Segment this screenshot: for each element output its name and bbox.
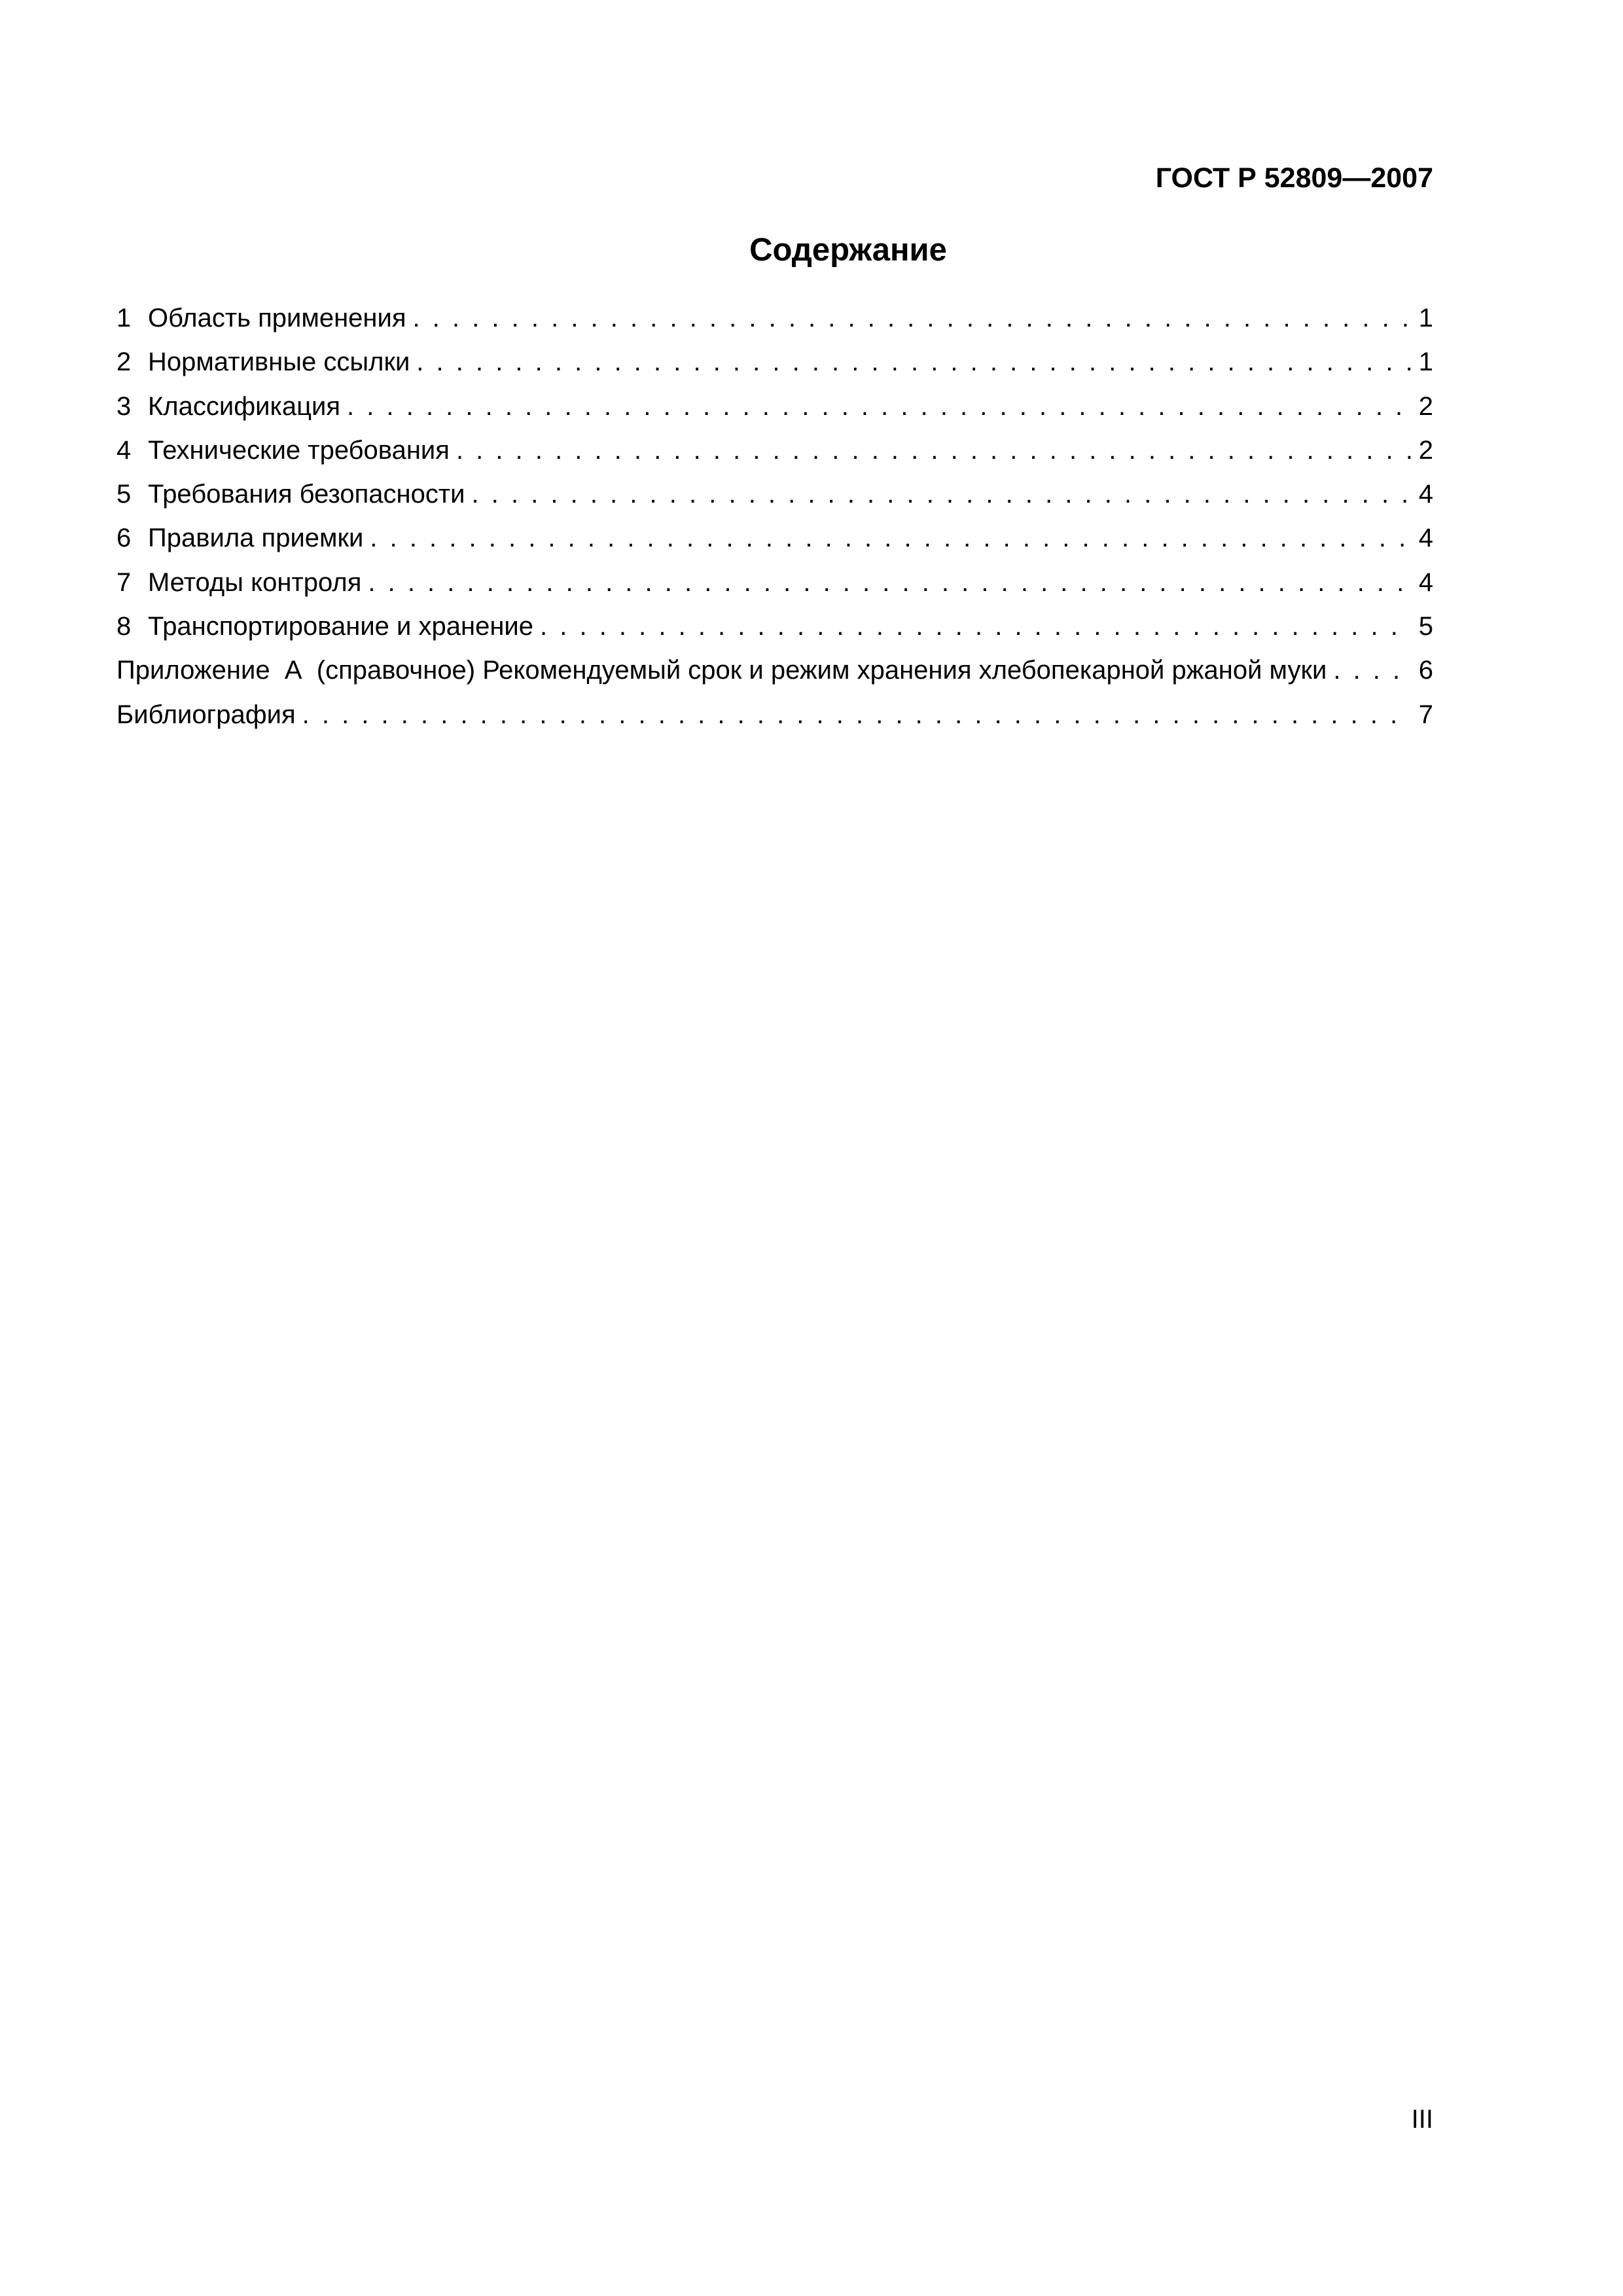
toc-item-page: 7 — [1418, 700, 1433, 729]
toc-item-number: 2 — [116, 348, 132, 377]
toc-item-number: 4 — [116, 435, 132, 465]
toc-item-page: 4 — [1418, 524, 1433, 553]
toc-item-label: Область применения — [148, 304, 406, 332]
dot-leader — [347, 387, 1411, 426]
toc-item-7[interactable] — [116, 563, 1433, 607]
toc-item-label: Технические требования — [148, 435, 450, 465]
toc-item-label: Методы контроля — [148, 567, 362, 597]
toc-item-page: 2 — [1418, 435, 1433, 465]
toc-item-5[interactable] — [116, 475, 1433, 518]
dot-leader — [456, 431, 1411, 470]
toc-item-4[interactable] — [116, 431, 1433, 475]
dot-leader — [302, 695, 1411, 734]
toc-item-page: 4 — [1418, 567, 1433, 597]
toc-item-2[interactable] — [116, 342, 1433, 386]
toc-item-number: 5 — [116, 480, 132, 509]
page-number: III — [1411, 2105, 1433, 2134]
toc-item-number: 8 — [116, 612, 132, 641]
toc-item-3[interactable] — [116, 387, 1433, 431]
dot-leader — [368, 563, 1411, 602]
toc-item-number: 3 — [116, 391, 132, 421]
dot-leader — [370, 518, 1411, 558]
toc-item-number: 6 — [116, 524, 132, 553]
dot-leader — [1333, 651, 1411, 690]
toc-item-page: 1 — [1418, 348, 1433, 377]
toc-item-page: 6 — [1418, 656, 1433, 685]
document-code: ГОСТ Р 52809—2007 — [1155, 162, 1433, 194]
dot-leader — [540, 607, 1411, 646]
toc-item-number: 7 — [116, 567, 132, 597]
toc-item-label: Требования безопасности — [148, 480, 465, 509]
page-title: Содержание — [749, 232, 947, 268]
toc-item-number: 1 — [116, 304, 132, 332]
toc-item-label: Транспортирование и хранение — [148, 612, 534, 641]
toc-item-page: 1 — [1418, 304, 1433, 332]
toc-item-page: 2 — [1418, 391, 1433, 421]
toc-item-page: 5 — [1418, 612, 1433, 641]
toc-item-1[interactable] — [116, 298, 1433, 342]
toc-item-8[interactable] — [116, 607, 1433, 651]
toc-item-page: 4 — [1418, 480, 1433, 509]
toc-item-label: Библиография — [116, 700, 296, 729]
toc-item-label: Классификация — [148, 391, 341, 421]
toc-item-appendix-a[interactable] — [116, 651, 1433, 694]
dot-leader — [416, 342, 1411, 382]
table-of-contents — [116, 298, 1433, 739]
dot-leader — [472, 475, 1411, 514]
toc-item-6[interactable] — [116, 518, 1433, 562]
toc-item-label: Правила приемки — [148, 524, 364, 553]
toc-item-bibliography[interactable] — [116, 695, 1433, 739]
toc-item-label: Нормативные ссылки — [148, 348, 410, 377]
toc-item-label: Приложение А (справочное) Рекомендуемый срок и режим хранения хлебопекарной ржаной муки — [116, 656, 1327, 685]
dot-leader — [413, 298, 1411, 338]
